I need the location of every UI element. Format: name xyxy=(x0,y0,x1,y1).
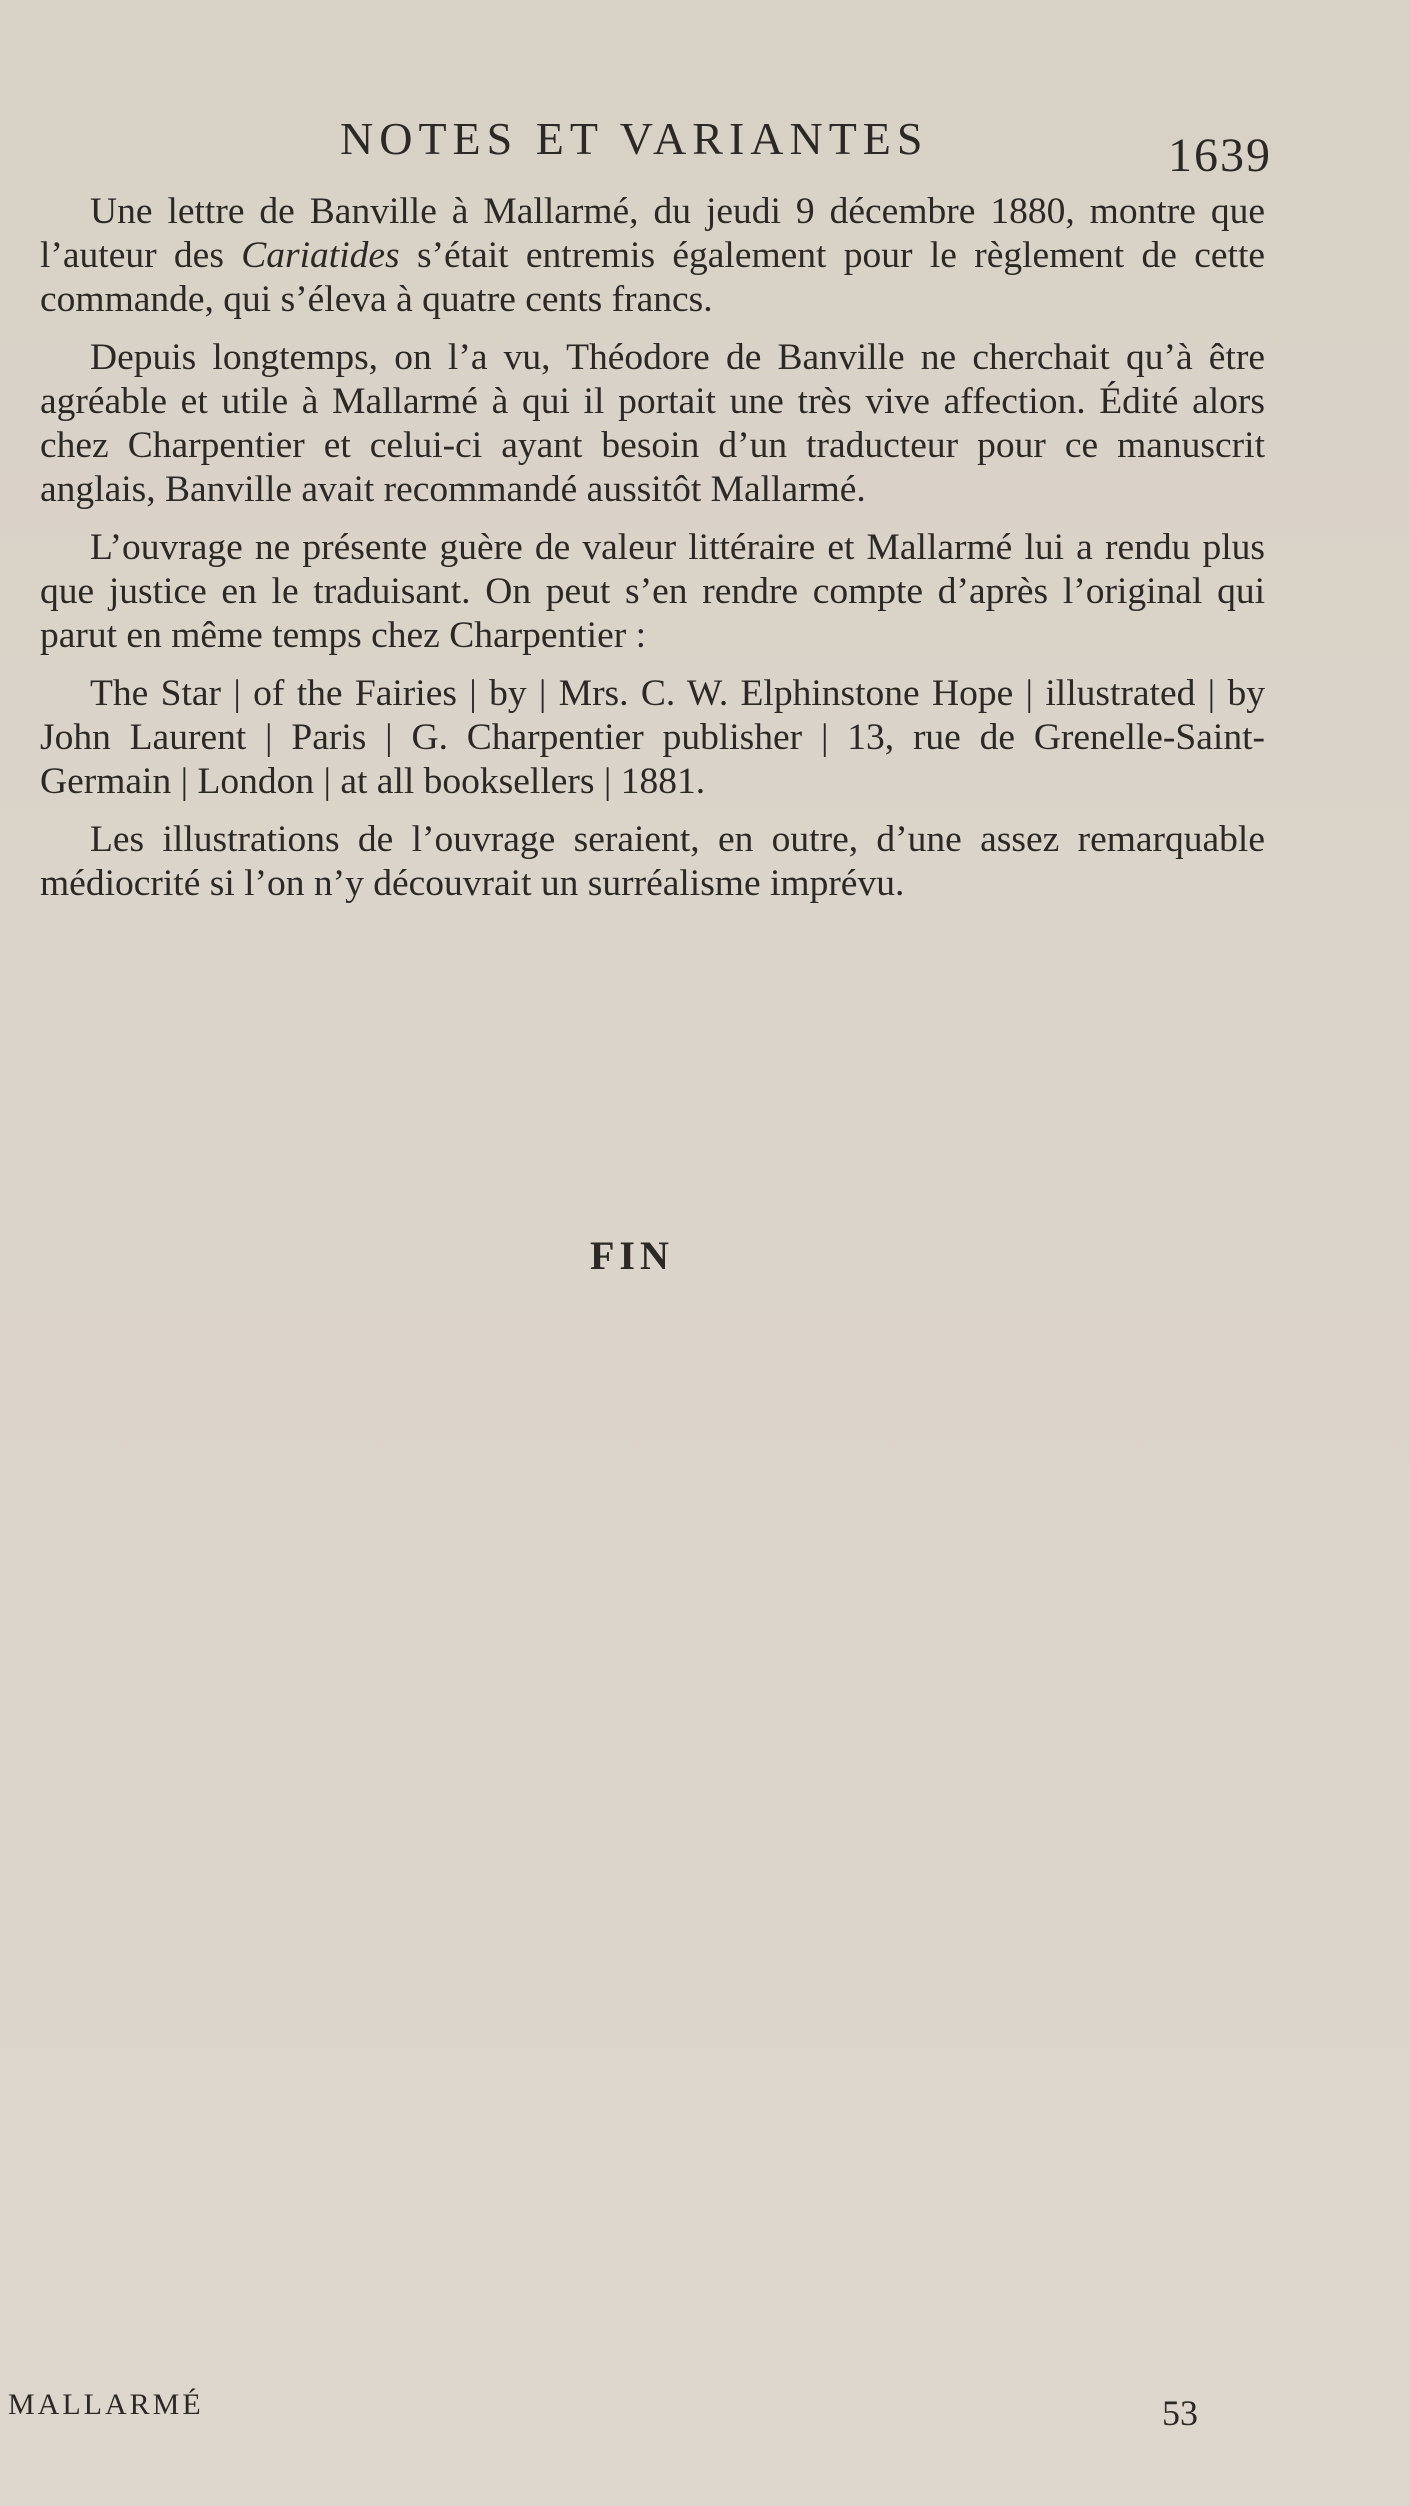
paragraph-ouvrage: L’ouvrage ne présente guère de valeur littéraire et Mallarmé lui a rendu plus que justice en le traduisant. On peut s’en rendre compte d’après l’original qui parut en même temps chez Charpentier : xyxy=(40,527,1265,656)
paragraph-bibliographic-entry: The Star | of the Fairies | by | Mrs. C. W. Elphinstone Hope | illustrated | by John Laurent | Paris | G. Charpentier publisher | 13, rue de Grenelle-Saint-Germain | London | at all booksellers | 1881. xyxy=(40,673,1265,802)
paragraph-letter-start: Une lettre de Banville à Mallarmé, du jeudi 9 décembre 1880, montre que l’auteur des xyxy=(40,191,1265,276)
paragraph-illustrations: Les illustrations de l’ouvrage seraient, en outre, d’une assez remarquable médiocrité si l’on n’y découvrait un surréalisme imprévu. xyxy=(40,819,1265,904)
end-mark: FIN xyxy=(590,1233,674,1278)
book-title-cariatides: Cariatides xyxy=(241,235,400,276)
signature-mark: MALLARMÉ xyxy=(8,2388,204,2421)
page-number: 1639 xyxy=(1168,129,1272,182)
body-text xyxy=(40,190,1265,920)
signature-number: 53 xyxy=(1162,2393,1198,2433)
paragraph-banville: Depuis longtemps, on l’a vu, Théodore de Banville ne cherchait qu’à être agréable et utile à Mallarmé à qui il portait une très vive affection. Édité alors chez Charpentier et celui-ci ayant besoin d’un traducteur pour ce manuscrit anglais, Banville avait recommandé aussitôt Mallarmé. xyxy=(40,337,1265,510)
paragraph-letter xyxy=(40,190,1265,322)
paragraph-letter-end: s’était entremis également pour le règlement de cette commande, qui s’éleva à quatre cents francs. xyxy=(40,235,1266,320)
running-head: NOTES ET VARIANTES xyxy=(340,113,929,164)
